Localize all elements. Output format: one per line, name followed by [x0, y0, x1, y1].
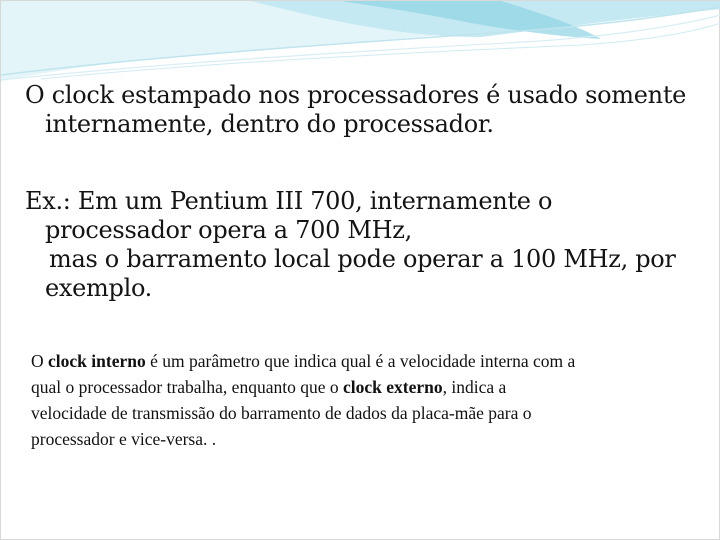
- text-segment: , indica a: [442, 377, 507, 397]
- paragraph1-line1: O clock estampado nos processadores é usado somente: [25, 81, 687, 109]
- paragraph1-line2: internamente, dentro do processador.: [45, 110, 494, 138]
- paragraph2-line3: mas o barramento local pode operar a 100 MHz, por: [49, 245, 676, 273]
- paragraph3-line3: velocidade de transmissão do barramento de dados da placa-mãe para o: [31, 403, 532, 423]
- text-segment: é um parâmetro que indica qual é a velocidade interna com a: [145, 351, 576, 371]
- paragraph2-line2: processador opera a 700 MHz,: [45, 216, 412, 244]
- paragraph-pentium-example: [25, 187, 676, 303]
- term-clock-interno: clock interno: [48, 351, 146, 371]
- paragraph-clock-definition: [31, 348, 671, 452]
- paragraph-clock-internal: [25, 81, 687, 139]
- paragraph3-line2: [31, 374, 671, 400]
- header-wave-decoration: [1, 1, 720, 91]
- paragraph3-line1: [31, 348, 671, 374]
- paragraph3-line4: processador e vice-versa. .: [31, 429, 217, 449]
- text-segment: O: [31, 351, 49, 371]
- term-clock-externo: clock externo: [342, 377, 443, 397]
- paragraph2-line4: exemplo.: [45, 274, 152, 302]
- paragraph2-line1: Ex.: Em um Pentium III 700, internamente o: [25, 187, 553, 215]
- text-segment: qual o processador trabalha, enquanto que o: [31, 377, 343, 397]
